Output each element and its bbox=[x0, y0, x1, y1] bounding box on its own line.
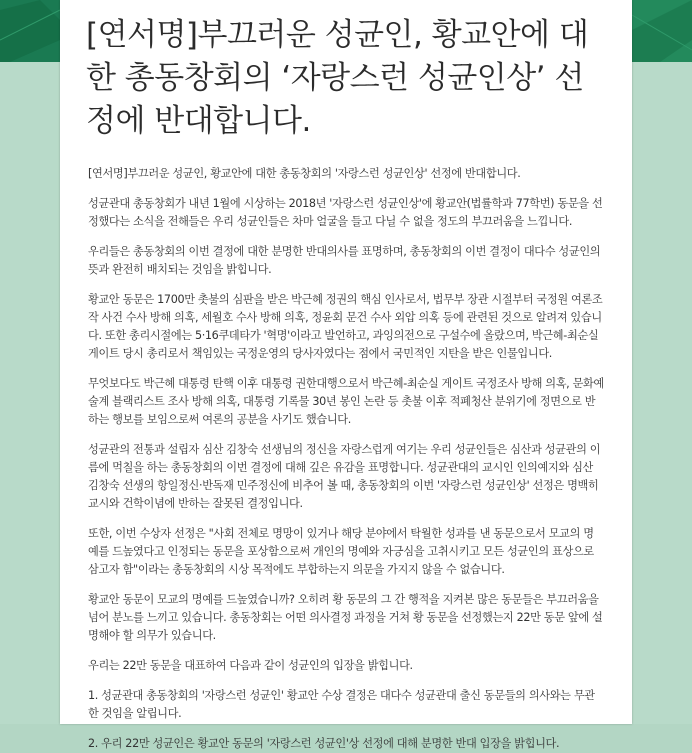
paragraph: 황교안 동문이 모교의 명예를 드높였습니까? 오히려 황 동문의 그 간 행적을 지켜본 많은 동문들은 부끄러움을 넘어 분노를 느끼고 있습니다. 총동창회는 어떤 의사결정 과정을 거쳐 황 동문을 선정했는지 22만 동문 앞에 설명해야 할 의무가 있습니다. bbox=[88, 593, 603, 642]
petition-title: [연서명]부끄러운 성균인, 황교안에 대한 총동창회의 ‘자랑스런 성균인상’ 선정에 반대합니다. bbox=[86, 17, 589, 139]
paragraph: 무엇보다도 박근혜 대통령 탄핵 이후 대통령 권한대행으로서 박근혜-최순실 게이트 국정조사 방해 의혹, 문화예술계 블랙리스트 조사 방해 의혹, 대통령 기록물 30년 봉인 논란 등 촛불 이후 적폐청산 분위기에 정면으로 반하는 행보를 보임으로써 여론의 공분을 사기도 했습니다. bbox=[88, 377, 604, 426]
paragraph: 황교안 동문은 1700만 촛불의 심판을 받은 박근혜 정권의 핵심 인사로서, 법무부 장관 시절부터 국정원 여론조작 사건 수사 방해 의혹, 세월호 수사 방해 의혹, 정윤회 문건 수사 외압 의혹 등에 관련된 것으로 알려져 있습니다. 또한 총리시절에는 5·16쿠데타가 '혁명'이라고 발언하고, 과잉의전으로 구설수에 올랐으며, 박근혜-최순실 게이트 당시 총리로서 책임있는 국정운영의 당사자였다는 점에서 국민적인 지탄을 받은 인물입니다. bbox=[88, 293, 603, 360]
paragraph: 성균관대 총동창회가 내년 1월에 시상하는 2018년 '자랑스런 성균인상'에 황교안(법률학과 77학번) 동문을 선정했다는 소식을 전해들은 우리 성균인들은 차마 얼굴을 들고 다닐 수 없을 정도의 부끄러움을 느낍니다. bbox=[88, 197, 603, 228]
paragraph: 우리들은 총동창회의 이번 결정에 대한 분명한 반대의사를 표명하며, 총동창회의 이번 결정이 대다수 성균인의 뜻과 완전히 배치되는 것임을 밝힙니다. bbox=[88, 245, 601, 276]
paragraph: 또한, 이번 수상자 선정은 "사회 전체로 명망이 있거나 해당 분야에서 탁월한 성과를 낸 동문으로서 모교의 명예를 드높였다고 인정되는 동문을 포상함으로써 개인의 명예와 자긍심을 고취시키고 모든 성균인의 표상으로 삼고자 함"이라는 총동창회의 시상 목적에도 부합하는지 의문을 가지지 않을 수 없습니다. bbox=[88, 527, 594, 576]
petition-card bbox=[60, 0, 632, 750]
paragraph: 우리는 22만 동문을 대표하여 다음과 같이 성균인의 입장을 밝힙니다. bbox=[88, 659, 413, 672]
paragraph: 성균관의 전통과 설립자 심산 김창숙 선생님의 정신을 자랑스럽게 여기는 우리 성균인들은 심산과 성균관의 이름에 먹칠을 하는 총동창회의 이번 결정에 대해 깊은 유감을 표명합니다. 성균관대의 교시인 인의예지와 심산 김창숙 선생의 항일정신·반독재 민주정신에 비추어 볼 때, 총동창회의 이번 '자랑스런 성균인상' 선정은 명백히 교시와 건학이념에 반하는 잘못된 결정입니다. bbox=[88, 443, 601, 510]
list-item: 2. 우리 22만 성균인은 황교안 동문의 '자랑스런 성균인'상 선정에 대해 분명한 반대 입장을 밝힙니다. bbox=[88, 737, 560, 750]
paragraph: [연서명]부끄러운 성균인, 황교안에 대한 총동창회의 '자랑스런 성균인상' 선정에 반대합니다. bbox=[88, 167, 521, 180]
list-item: 1. 성균관대 총동창회의 '자랑스런 성균인' 황교안 수상 결정은 대다수 성균관대 출신 동문들의 의사와는 무관한 것임을 알립니다. bbox=[88, 689, 595, 720]
petition-body bbox=[88, 165, 604, 753]
